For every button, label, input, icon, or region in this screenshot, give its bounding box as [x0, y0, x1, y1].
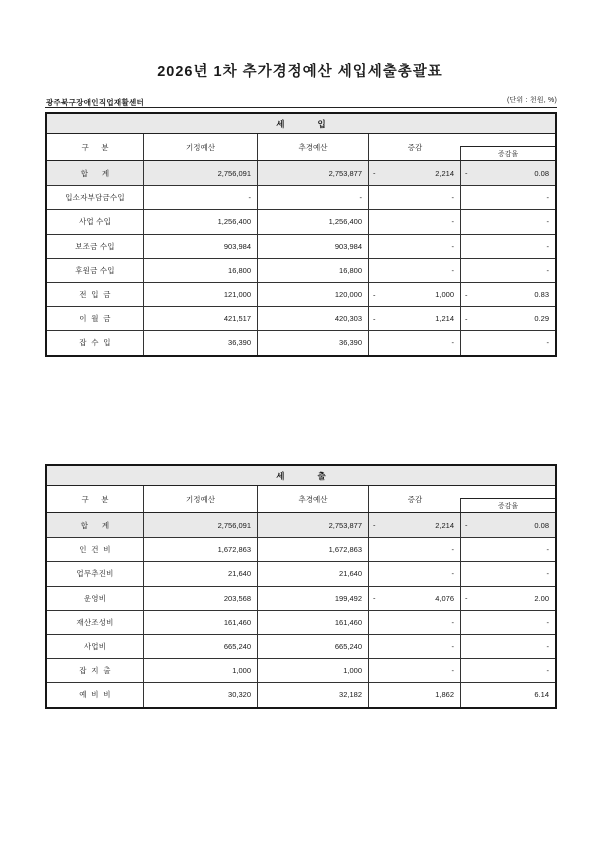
cell-change-rate: [461, 562, 555, 585]
cell-change-rate: [461, 659, 555, 682]
cell-revised-budget: [258, 562, 369, 585]
table-row: [47, 610, 555, 634]
row-label: 전 입 금: [47, 283, 144, 306]
cell-change-rate: [461, 587, 555, 610]
table-row: [47, 537, 555, 561]
cell-value: 1,256,400: [217, 217, 251, 227]
cell-value: -: [546, 241, 549, 251]
row-label: 운영비: [47, 587, 144, 610]
cell-value: 903,984: [334, 241, 362, 251]
cell-value: -: [359, 193, 362, 203]
cell-value: 21,640: [228, 569, 251, 579]
cell-value: -: [546, 617, 549, 627]
cell-change: [369, 587, 461, 610]
cell-value: 30,320: [228, 690, 251, 700]
cell-base-budget: [144, 161, 258, 185]
cell-value: 420,303: [334, 314, 362, 324]
cell-value: -: [451, 193, 454, 203]
table-row: [47, 586, 555, 610]
cell-value: 120,000: [334, 290, 362, 300]
cell-value: 2,756,091: [217, 520, 251, 530]
cell-value: 4,076: [435, 593, 454, 603]
cell-value: 421,517: [223, 314, 251, 324]
cell-value: -: [546, 545, 549, 555]
cell-value: 1,672,863: [328, 545, 362, 555]
minus-sign: -: [465, 168, 468, 178]
cell-revised-budget: [258, 259, 369, 282]
cell-change: [369, 538, 461, 561]
minus-sign: -: [465, 314, 468, 324]
cell-revised-budget: [258, 331, 369, 354]
cell-value: 161,460: [334, 617, 362, 627]
table-row: [47, 282, 555, 306]
cell-value: 1,672,863: [217, 545, 251, 555]
cell-revised-budget: [258, 307, 369, 330]
minus-sign: -: [373, 520, 376, 530]
cell-change: [369, 562, 461, 585]
cell-value: 6.14: [534, 690, 549, 700]
cell-base-budget: [144, 235, 258, 258]
cell-value: 2,756,091: [217, 168, 251, 178]
cell-change-rate: [461, 307, 555, 330]
cell-value: 0.83: [534, 290, 549, 300]
cell-change: [369, 161, 461, 185]
row-label: 사업비: [47, 635, 144, 658]
header-category: 구 분: [47, 486, 144, 512]
cell-value: 36,390: [339, 338, 362, 348]
cell-base-budget: [144, 283, 258, 306]
cell-base-budget: [144, 513, 258, 537]
header-base-budget: 기정예산: [144, 134, 258, 160]
cell-change: [369, 186, 461, 209]
row-label: 업무추진비: [47, 562, 144, 585]
cell-base-budget: [144, 538, 258, 561]
cell-value: 1,214: [435, 314, 454, 324]
cell-value: -: [451, 569, 454, 579]
cell-change-rate: [461, 513, 555, 537]
cell-change-rate: [461, 331, 555, 354]
header-rule: [45, 107, 557, 108]
minus-sign: -: [373, 290, 376, 300]
cell-value: -: [546, 666, 549, 676]
cell-change: [369, 283, 461, 306]
table-row: [47, 513, 555, 537]
cell-value: 2,214: [435, 168, 454, 178]
cell-revised-budget: [258, 587, 369, 610]
cell-value: -: [451, 617, 454, 627]
cell-value: -: [451, 338, 454, 348]
cell-value: 1,000: [435, 290, 454, 300]
cell-revised-budget: [258, 161, 369, 185]
minus-sign: -: [465, 593, 468, 603]
cell-change-rate: [461, 283, 555, 306]
cell-value: -: [451, 666, 454, 676]
header-change-rate: 증감율: [460, 498, 555, 512]
minus-sign: -: [465, 290, 468, 300]
row-label: 보조금 수입: [47, 235, 144, 258]
row-label: 합 계: [47, 513, 144, 537]
table-row: [47, 161, 555, 185]
cell-change: [369, 513, 461, 537]
header-change-rate-cell: [461, 134, 555, 160]
cell-change-rate: [461, 235, 555, 258]
cell-value: 0.08: [534, 168, 549, 178]
header-revised-budget: 추경예산: [258, 486, 369, 512]
cell-value: 32,182: [339, 690, 362, 700]
table-row: [47, 258, 555, 282]
header-base-budget: 기정예산: [144, 486, 258, 512]
cell-value: -: [451, 642, 454, 652]
expenditure-table-title: 세 출: [47, 466, 555, 486]
cell-value: -: [451, 241, 454, 251]
cell-change-rate: [461, 161, 555, 185]
cell-value: -: [546, 217, 549, 227]
cell-change-rate: [461, 186, 555, 209]
row-label: 인 건 비: [47, 538, 144, 561]
minus-sign: -: [373, 168, 376, 178]
cell-change-rate: [461, 259, 555, 282]
header-revised-budget: 추경예산: [258, 134, 369, 160]
cell-value: 199,492: [334, 593, 362, 603]
expenditure-table-header: [47, 486, 555, 513]
cell-change: [369, 307, 461, 330]
table-row: [47, 234, 555, 258]
cell-base-budget: [144, 259, 258, 282]
header-change-rate: 증감율: [460, 146, 555, 160]
cell-base-budget: [144, 635, 258, 658]
unit-note: (단위 : 천원, %): [506, 97, 557, 104]
row-label: 예 비 비: [47, 683, 144, 706]
cell-change: [369, 259, 461, 282]
cell-value: 0.08: [534, 520, 549, 530]
cell-revised-budget: [258, 283, 369, 306]
cell-value: 903,984: [223, 241, 251, 251]
expenditure-table: [45, 464, 557, 709]
row-label: 사업 수입: [47, 210, 144, 233]
cell-value: 665,240: [223, 642, 251, 652]
organization-name: 광주북구장애인직업재활센터: [46, 98, 145, 107]
table-row: [47, 561, 555, 585]
revenue-table-body: [47, 161, 555, 355]
cell-change-rate: [461, 538, 555, 561]
cell-value: -: [451, 545, 454, 555]
table-row: [47, 658, 555, 682]
cell-value: 0.29: [534, 314, 549, 324]
cell-value: 1,000: [343, 666, 362, 676]
row-label: 잡 지 출: [47, 659, 144, 682]
row-label: 입소자부담금수입: [47, 186, 144, 209]
cell-base-budget: [144, 611, 258, 634]
header-change: 증감: [407, 494, 423, 504]
cell-value: 16,800: [339, 265, 362, 275]
cell-value: -: [451, 217, 454, 227]
cell-base-budget: [144, 659, 258, 682]
cell-value: 21,640: [339, 569, 362, 579]
revenue-table: [45, 112, 557, 357]
minus-sign: -: [373, 314, 376, 324]
page-title: 2026년 1차 추가경정예산 세입세출총괄표: [157, 64, 443, 80]
cell-value: -: [546, 265, 549, 275]
table-row: [47, 185, 555, 209]
cell-value: 161,460: [223, 617, 251, 627]
revenue-table-header: [47, 134, 555, 161]
cell-change: [369, 659, 461, 682]
cell-revised-budget: [258, 513, 369, 537]
cell-revised-budget: [258, 635, 369, 658]
cell-value: 36,390: [228, 338, 251, 348]
cell-value: 203,568: [223, 593, 251, 603]
minus-sign: -: [465, 520, 468, 530]
table-row: [47, 634, 555, 658]
cell-revised-budget: [258, 235, 369, 258]
table-row: [47, 306, 555, 330]
cell-revised-budget: [258, 683, 369, 706]
cell-value: -: [546, 569, 549, 579]
row-label: 잡 수 입: [47, 331, 144, 354]
table-row: [47, 330, 555, 354]
cell-value: -: [546, 193, 549, 203]
row-label: 후원금 수입: [47, 259, 144, 282]
row-label: 재산조성비: [47, 611, 144, 634]
cell-change-rate: [461, 683, 555, 706]
cell-revised-budget: [258, 611, 369, 634]
cell-change-rate: [461, 210, 555, 233]
cell-change: [369, 635, 461, 658]
row-label: 이 월 금: [47, 307, 144, 330]
cell-value: 2,214: [435, 520, 454, 530]
cell-value: 121,000: [223, 290, 251, 300]
cell-value: -: [546, 338, 549, 348]
header-change-rate-cell: [461, 486, 555, 512]
cell-revised-budget: [258, 186, 369, 209]
row-label: 합 계: [47, 161, 144, 185]
cell-change: [369, 235, 461, 258]
cell-revised-budget: [258, 538, 369, 561]
cell-value: 16,800: [228, 265, 251, 275]
cell-base-budget: [144, 186, 258, 209]
cell-base-budget: [144, 683, 258, 706]
cell-value: 1,000: [232, 666, 251, 676]
cell-base-budget: [144, 587, 258, 610]
revenue-table-title: 세 입: [47, 114, 555, 134]
cell-base-budget: [144, 562, 258, 585]
minus-sign: -: [373, 593, 376, 603]
cell-value: 2.00: [534, 593, 549, 603]
header-change: 증감: [407, 142, 423, 152]
table-row: [47, 209, 555, 233]
cell-change: [369, 611, 461, 634]
table-row: [47, 682, 555, 706]
cell-change: [369, 210, 461, 233]
cell-value: -: [248, 193, 251, 203]
cell-value: 1,862: [435, 690, 454, 700]
cell-value: -: [546, 642, 549, 652]
cell-change: [369, 331, 461, 354]
cell-base-budget: [144, 210, 258, 233]
expenditure-table-body: [47, 513, 555, 707]
cell-base-budget: [144, 307, 258, 330]
cell-change-rate: [461, 611, 555, 634]
cell-revised-budget: [258, 659, 369, 682]
cell-base-budget: [144, 331, 258, 354]
cell-revised-budget: [258, 210, 369, 233]
cell-value: 2,753,877: [328, 520, 362, 530]
cell-value: -: [451, 265, 454, 275]
cell-value: 665,240: [334, 642, 362, 652]
cell-change-rate: [461, 635, 555, 658]
cell-value: 2,753,877: [328, 168, 362, 178]
cell-change: [369, 683, 461, 706]
header-category: 구 분: [47, 134, 144, 160]
cell-value: 1,256,400: [328, 217, 362, 227]
